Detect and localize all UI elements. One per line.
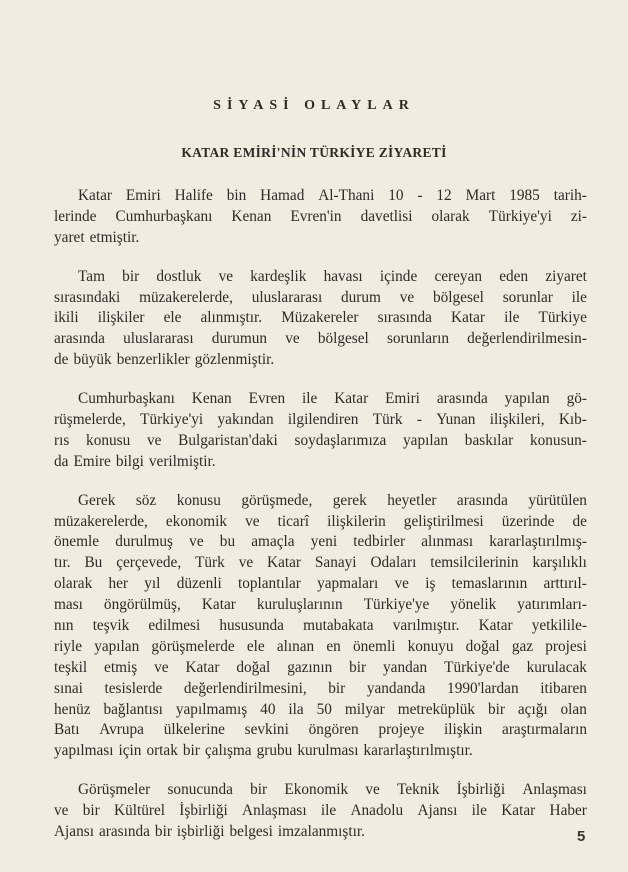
text-line: Ajansı arasında bir işbirliği belgesi imzalanmıştır. — [54, 823, 365, 841]
text-line: sınai tesislerde değerlendirilmesini, bir yandanda 1990'lardan itibaren — [54, 679, 587, 697]
text-line: arasında uluslararası durumun ve bölgesel sorunların değerlendirilmesin- — [54, 330, 587, 348]
text-line: ve bir Kültürel İşbirliği Anlaşması ile Anadolu Ajansı ile Katar Haber — [54, 802, 587, 820]
text-line: teşkil etmiş ve Katar doğal gazının bir yandan Türkiye'de kurulacak — [54, 658, 587, 676]
text-line: olarak her yıl düzenli toplantılar yapmaları ve iş temaslarının arttırıl- — [54, 575, 587, 593]
text-line: yapılması için ortak bir çalışma grubu kurulması kararlaştırılmıştır. — [54, 742, 473, 760]
page-number: 5 — [577, 828, 586, 845]
paragraph — [54, 389, 587, 473]
text-line: rıs konusu ve Bulgaristan'daki soydaşlarımıza yapılan baskılar konusun- — [54, 431, 587, 449]
paragraph — [54, 267, 587, 371]
text-line: riyle yapılan görüşmelerde ele alınan en önemli konuyu doğal gaz projesi — [54, 637, 587, 655]
article-body — [54, 186, 587, 861]
paragraph — [54, 491, 587, 763]
text-line: önemle durulmuş ve bu amaçla yeni tedbirler alınması kararlaştırılmış- — [54, 533, 587, 551]
article-title: KATAR EMİRİ'NİN TÜRKİYE ZİYARETİ — [181, 145, 447, 160]
text-line: tır. Bu çerçevede, Türk ve Katar Sanayi Odaları temsilcilerinin karşılıklı — [54, 554, 587, 572]
text-line: Görüşmeler sonucunda bir Ekonomik ve Teknik İşbirliği Anlaşması — [78, 781, 587, 799]
text-line: yaret etmiştir. — [54, 228, 140, 246]
text-line: Gerek söz konusu görüşmede, gerek heyetler arasında yürütülen — [78, 491, 587, 509]
text-line: müzakerelerde, ekonomik ve ticarî ilişkilerin geliştirilmesi üzerinde de — [54, 512, 587, 530]
section-title: SİYASİ OLAYLAR — [213, 98, 415, 113]
text-line: Katar Emiri Halife bin Hamad Al-Thani 10 - 12 Mart 1985 tarih- — [78, 187, 587, 204]
paragraph — [54, 186, 587, 249]
text-line: Batı Avrupa ülkelerine sevkini öngören projeye ilişkin araştırmaların — [54, 721, 587, 739]
paragraph — [54, 780, 587, 843]
text-line: de büyük benzerlikler gözlenmiştir. — [54, 351, 275, 369]
text-line: sırasındaki müzakerelerde, uluslararası durum ve bölgesel sorunlar ile — [54, 288, 587, 306]
text-line: ması öngörülmüş, Katar kuruluşlarının Türkiye'ye yönelik yatırımları- — [54, 596, 587, 614]
text-line: henüz bağlantısı yapılmamış 40 ila 50 milyar metreküplük bir açığı olan — [54, 700, 587, 718]
text-line: rüşmelerde, Türkiye'yi yakından ilgilendiren Türk - Yunan ilişkileri, Kıb- — [54, 411, 587, 429]
text-line: ikili ilişkiler ele alınmıştır. Müzakereler sırasında Katar ile Türkiye — [54, 309, 587, 327]
text-line: da Emire bilgi verilmiştir. — [54, 452, 216, 470]
text-line: lerinde Cumhurbaşkanı Kenan Evren'in davetlisi olarak Türkiye'yi zi- — [54, 207, 587, 225]
text-line: Cumhurbaşkanı Kenan Evren ile Katar Emiri arasında yapılan gö- — [78, 390, 587, 408]
text-line: nın teşvik edilmesi hususunda mutabakata varılmıştır. Katar yetkilile- — [54, 617, 587, 635]
text-line: Tam bir dostluk ve kardeşlik havası içinde cereyan eden ziyaret — [78, 267, 587, 285]
